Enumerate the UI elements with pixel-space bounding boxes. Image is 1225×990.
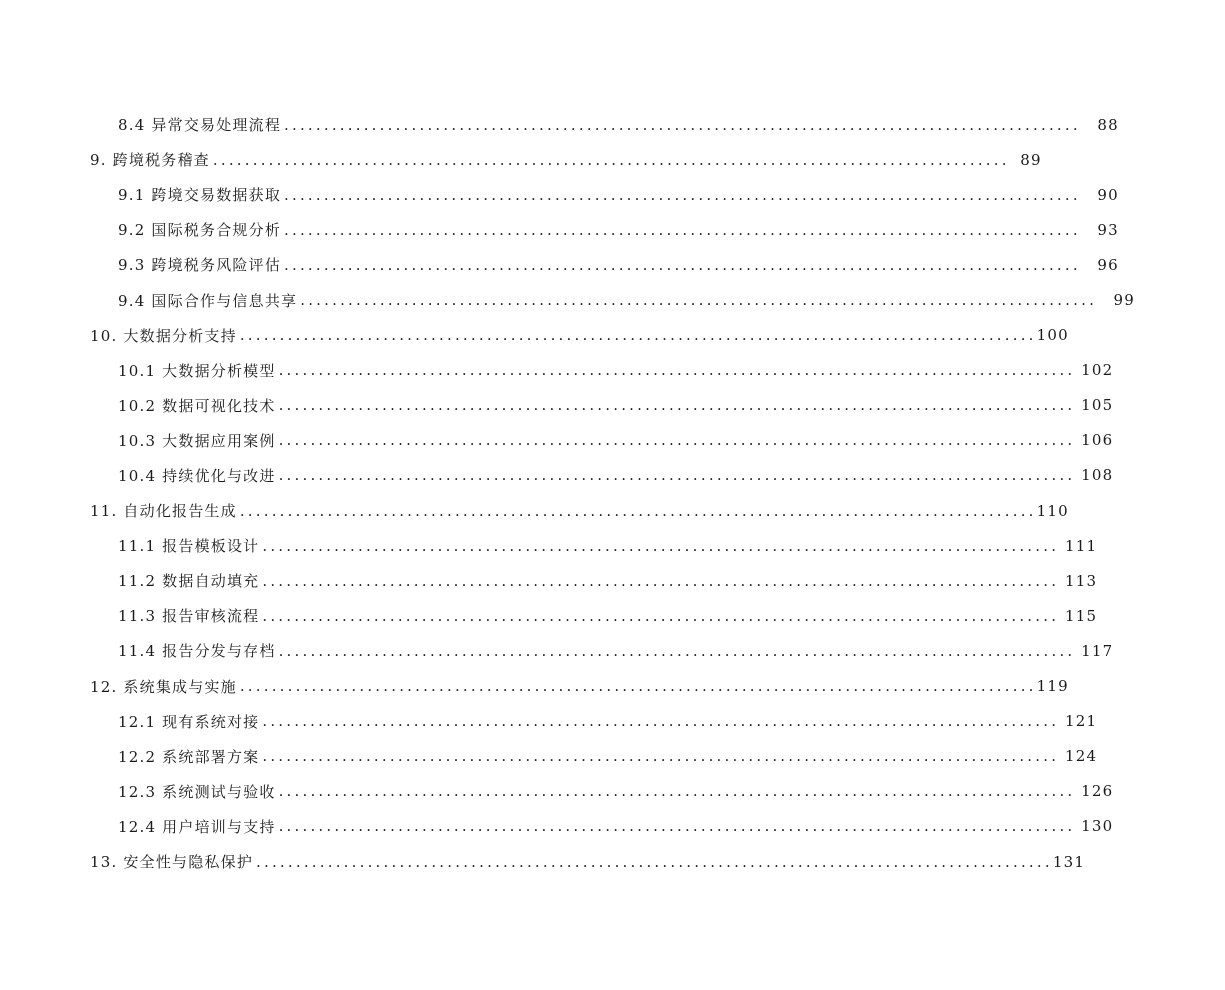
toc-entry-page: 115 — [1064, 606, 1098, 625]
toc-leader-dots: .................................................................................................... — [239, 677, 1037, 696]
toc-entry-page: 93 — [1097, 220, 1119, 239]
toc-entry-title: 11. 自动化报告生成 — [90, 500, 240, 521]
toc-leader-dots: .................................................................................................... — [284, 185, 1081, 204]
toc-entry-page: 111 — [1064, 536, 1098, 555]
toc-entry-title: 12.1 现有系统对接 — [118, 711, 262, 732]
toc-entry[interactable] — [0, 774, 1114, 809]
toc-entry[interactable] — [0, 669, 1069, 704]
toc-leader-dots: .................................................................................................... — [278, 817, 1076, 836]
toc-entry[interactable] — [0, 423, 1114, 458]
toc-entry-title: 11.4 报告分发与存档 — [118, 640, 279, 661]
toc-leader-dots: .................................................................................................... — [262, 747, 1060, 766]
toc-leader-dots: .................................................................................................... — [262, 571, 1060, 590]
toc-leader-dots: .................................................................................................... — [278, 782, 1076, 801]
toc-entry-title: 11.3 报告审核流程 — [118, 605, 262, 626]
toc-entry-title: 12.3 系统测试与验收 — [118, 781, 279, 802]
toc-entry-page: 90 — [1097, 185, 1119, 204]
toc-leader-dots: .................................................................................................... — [300, 291, 1098, 310]
toc-entry-title: 12.4 用户培训与支持 — [118, 816, 279, 837]
toc-entry-page: 119 — [1036, 677, 1069, 696]
toc-entry-title: 9.2 国际税务合规分析 — [118, 219, 284, 240]
toc-entry-page: 89 — [1020, 150, 1042, 169]
toc-leader-dots: .................................................................................................... — [212, 150, 1010, 169]
toc-entry-title: 13. 安全性与隐私保护 — [90, 851, 256, 872]
toc-entry-page: 130 — [1081, 817, 1114, 836]
toc-entry-page: 102 — [1081, 361, 1114, 380]
toc-entry-page: 113 — [1064, 571, 1098, 590]
toc-entry-page: 96 — [1097, 255, 1119, 274]
toc-leader-dots: .................................................................................................... — [278, 466, 1076, 485]
toc-entry-page: 124 — [1064, 747, 1098, 766]
toc-entry-page: 117 — [1081, 641, 1114, 660]
toc-leader-dots: .................................................................................................... — [262, 606, 1060, 625]
toc-entry[interactable] — [0, 458, 1114, 493]
toc-entry-title: 11.2 数据自动填充 — [118, 570, 262, 591]
toc-leader-dots: .................................................................................................... — [256, 852, 1053, 871]
table-of-contents — [0, 107, 1136, 879]
toc-leader-dots: .................................................................................................... — [284, 255, 1081, 274]
toc-entry-title: 9.4 国际合作与信息共享 — [118, 290, 300, 311]
toc-entry[interactable] — [0, 353, 1114, 388]
toc-entry-page: 88 — [1097, 115, 1119, 134]
toc-entry-title: 10.3 大数据应用案例 — [118, 430, 279, 451]
toc-entry-title: 9.1 跨境交易数据获取 — [118, 184, 284, 205]
toc-entry[interactable] — [0, 212, 1119, 247]
toc-entry[interactable] — [0, 528, 1098, 563]
toc-leader-dots: .................................................................................................... — [284, 115, 1081, 134]
toc-entry[interactable] — [0, 388, 1114, 423]
toc-entry-title: 10.4 持续优化与改进 — [118, 465, 279, 486]
toc-entry[interactable] — [0, 142, 1042, 177]
toc-leader-dots: .................................................................................................... — [278, 641, 1076, 660]
toc-entry-page: 131 — [1052, 852, 1086, 871]
toc-leader-dots: .................................................................................................... — [278, 431, 1076, 450]
toc-entry[interactable] — [0, 633, 1114, 668]
toc-entry[interactable] — [0, 177, 1119, 212]
toc-entry-page: 108 — [1081, 466, 1114, 485]
toc-leader-dots: .................................................................................................... — [239, 501, 1037, 520]
toc-entry-title: 9. 跨境税务稽查 — [90, 149, 213, 170]
toc-entry-page: 99 — [1113, 291, 1136, 310]
toc-entry-title: 8.4 异常交易处理流程 — [118, 114, 284, 135]
toc-entry[interactable] — [0, 809, 1114, 844]
toc-entry-title: 10.2 数据可视化技术 — [118, 395, 279, 416]
toc-entry-title: 10.1 大数据分析模型 — [118, 360, 279, 381]
toc-leader-dots: .................................................................................................... — [239, 326, 1037, 345]
toc-entry-page: 121 — [1064, 712, 1098, 731]
toc-entry[interactable] — [0, 282, 1136, 317]
toc-leader-dots: .................................................................................................... — [278, 361, 1076, 380]
toc-entry[interactable] — [0, 563, 1098, 598]
toc-entry[interactable] — [0, 739, 1098, 774]
toc-entry-title: 11.1 报告模板设计 — [118, 535, 262, 556]
toc-entry[interactable] — [0, 318, 1069, 353]
toc-entry[interactable] — [0, 704, 1098, 739]
toc-entry-title: 12.2 系统部署方案 — [118, 746, 262, 767]
toc-entry-page: 106 — [1081, 431, 1114, 450]
toc-entry-page: 110 — [1036, 501, 1069, 520]
toc-entry[interactable] — [0, 247, 1119, 282]
toc-entry[interactable] — [0, 493, 1069, 528]
toc-entry-page: 100 — [1036, 326, 1069, 345]
toc-leader-dots: .................................................................................................... — [278, 396, 1076, 415]
toc-entry-title: 10. 大数据分析支持 — [90, 325, 240, 346]
toc-entry[interactable] — [0, 598, 1098, 633]
toc-entry-title: 9.3 跨境税务风险评估 — [118, 254, 284, 275]
toc-entry[interactable] — [0, 844, 1086, 879]
toc-leader-dots: .................................................................................................... — [262, 536, 1060, 555]
toc-leader-dots: .................................................................................................... — [284, 220, 1081, 239]
toc-leader-dots: .................................................................................................... — [262, 712, 1060, 731]
toc-entry[interactable] — [0, 107, 1119, 142]
toc-entry-title: 12. 系统集成与实施 — [90, 676, 240, 697]
toc-entry-page: 126 — [1081, 782, 1114, 801]
toc-entry-page: 105 — [1081, 396, 1114, 415]
